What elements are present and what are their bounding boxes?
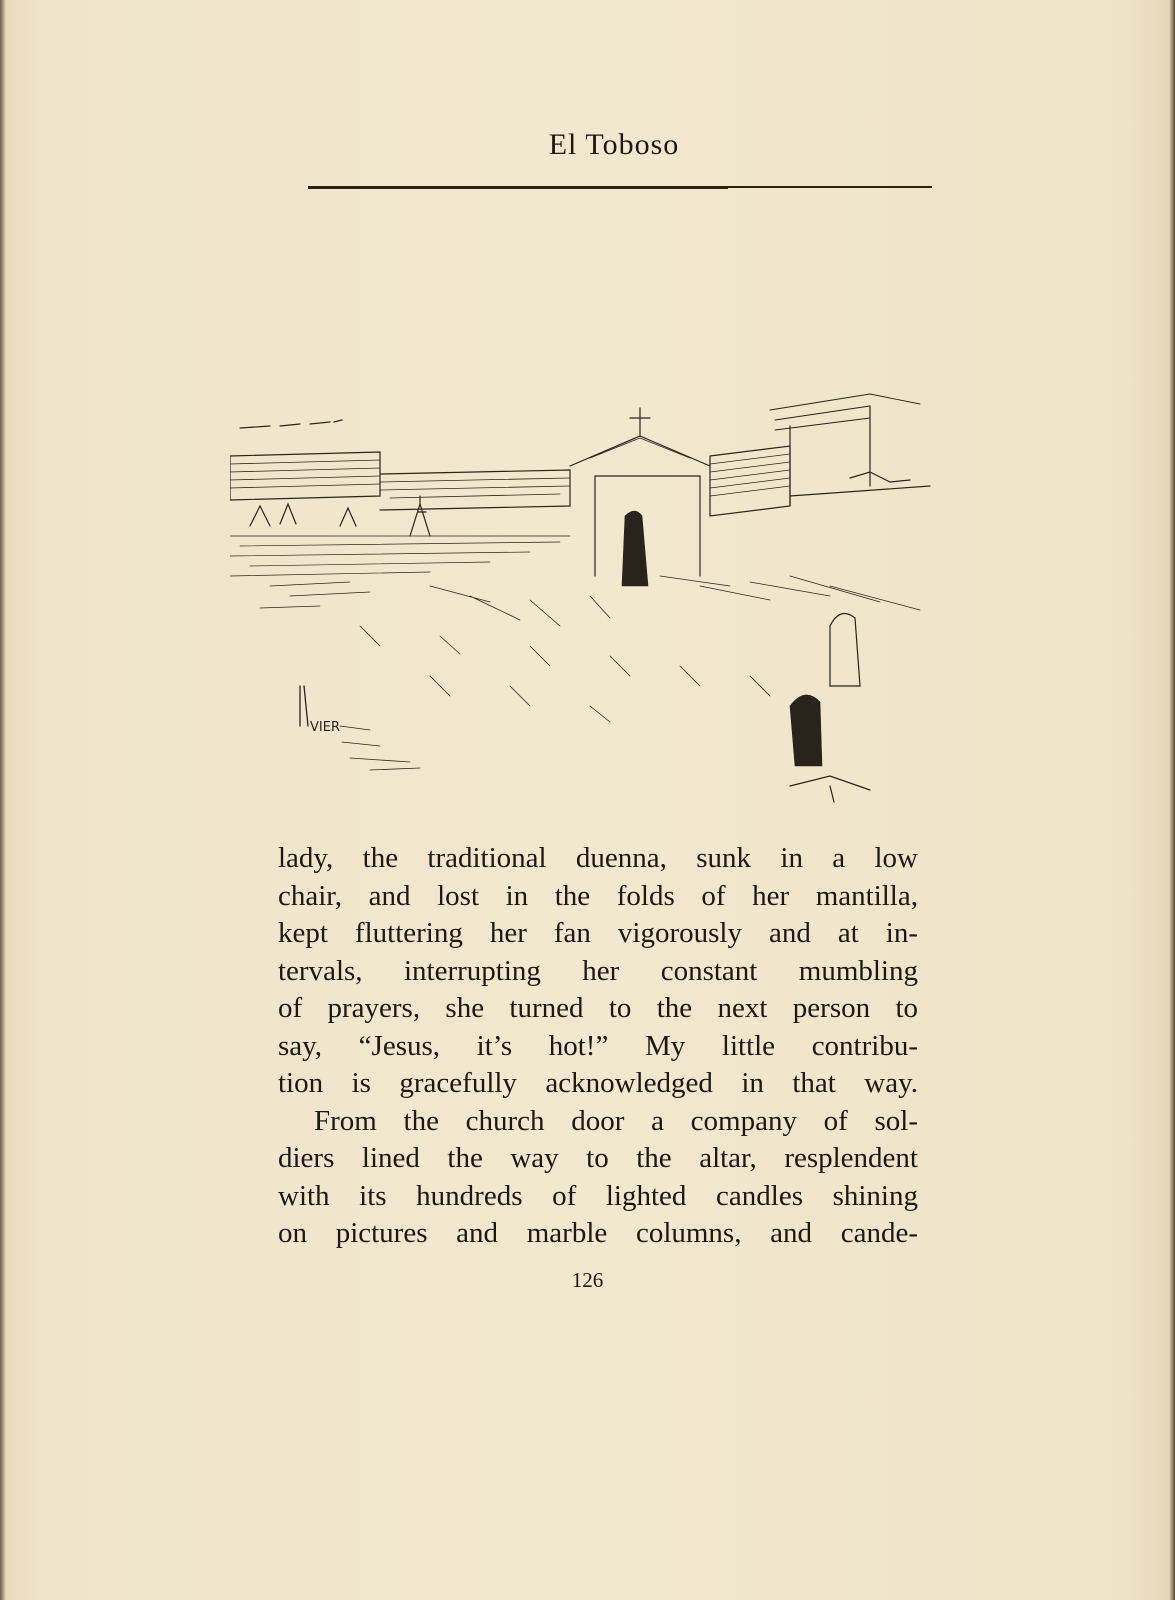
text-line: on pictures and marble columns, and cande- — [278, 1217, 918, 1249]
text-line: chair, and lost in the folds of her mantilla, — [278, 879, 918, 912]
page-edge-left — [0, 0, 6, 1600]
head-rule-thin — [308, 188, 728, 189]
text-line: From the church door a company of sol- — [314, 1104, 918, 1137]
text-line: of prayers, she turned to the next person to — [278, 992, 918, 1024]
text-line: with its hundreds of lighted candles shining — [278, 1179, 918, 1212]
body-text — [278, 840, 918, 1253]
text-line: tion is gracefully acknowledged in that way. — [278, 1067, 918, 1099]
illustration — [230, 386, 960, 826]
page-edge-right — [1169, 0, 1175, 1600]
text-line: lady, the traditional duenna, sunk in a low — [278, 842, 918, 874]
illustration-signature: VIER — [310, 720, 340, 735]
text-line: say, “Jesus, it’s hot!” My little contribu- — [278, 1029, 918, 1062]
text-line: tervals, interrupting her constant mumbling — [278, 954, 918, 987]
running-head: El Toboso — [548, 128, 680, 161]
text-line: diers lined the way to the altar, resplendent — [278, 1142, 918, 1174]
text-line: kept fluttering her fan vigorously and at in- — [278, 917, 918, 949]
page-number: 126 — [571, 1268, 604, 1292]
